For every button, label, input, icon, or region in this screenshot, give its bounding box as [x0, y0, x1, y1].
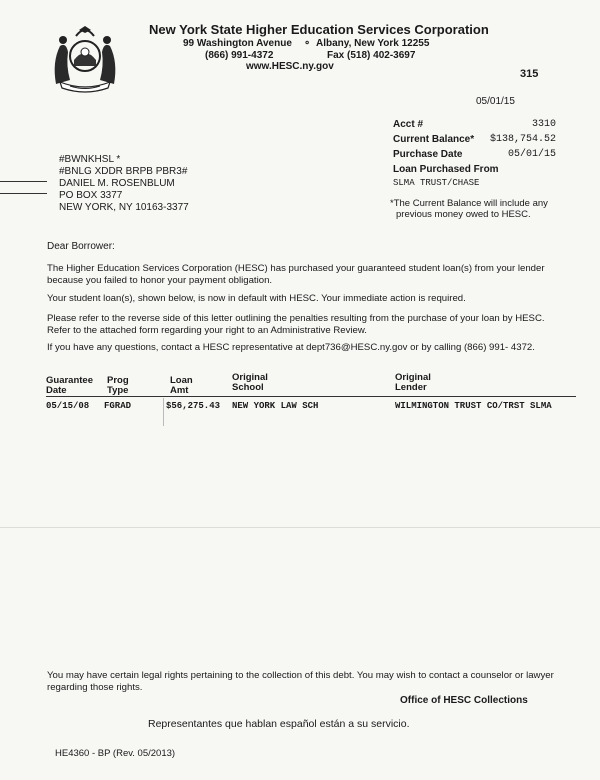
- org-name: New York State Higher Education Services Corporation: [149, 22, 489, 37]
- header-guarantee-date: Guarantee Date: [46, 375, 93, 396]
- balance-note-line2: previous money owed to HESC.: [396, 209, 531, 220]
- recipient-line2: #BNLG XDDR BRPB PBR3#: [59, 166, 188, 177]
- spanish-service-note: Representantes que hablan español están a su servicio.: [148, 718, 410, 730]
- salutation: Dear Borrower:: [47, 241, 115, 252]
- paragraph-purchase: The Higher Education Services Corporation (HESC) has purchased your guaranteed student loan(s) from your lender because you failed to honor your payment obligation.: [47, 263, 545, 286]
- header-prog-type: Prog Type: [107, 375, 129, 396]
- org-fax: Fax (518) 402-3697: [327, 50, 416, 61]
- paragraph-default: Your student loan(s), shown below, is now in default with HESC. Your immediate action is required.: [47, 293, 466, 304]
- org-website: www.HESC.ny.gov: [246, 61, 334, 72]
- acct-label: Acct #: [393, 119, 424, 130]
- letter-code: 315: [520, 68, 539, 80]
- row-original-lender: WILMINGTON TRUST CO/TRST SLMA: [395, 401, 552, 411]
- org-city: Albany, New York 12255: [316, 38, 430, 49]
- row-guarantee-date: 05/15/08: [46, 401, 90, 411]
- acct-value: 3310: [531, 119, 556, 130]
- row-loan-amt: $56,275.43: [166, 401, 221, 411]
- form-number: HE4360 - BP (Rev. 05/2013): [55, 748, 176, 759]
- org-phone: (866) 991-4372: [205, 50, 274, 61]
- legal-rights-notice: You may have certain legal rights pertaining to the collection of this debt. You may wish to contact a counselor or lawyer regarding those rights.: [47, 670, 554, 693]
- loan-from-label: Loan Purchased From: [393, 164, 499, 175]
- recipient-name: DANIEL M. ROSENBLUM: [59, 178, 175, 189]
- paragraph-contact: If you have any questions, contact a HESC representative at dept736@HESC.ny.gov or by calling (866) 991- 4372.: [47, 342, 535, 353]
- ny-state-seal-icon: [46, 22, 124, 94]
- window-guide-line-2: [0, 193, 47, 194]
- header-original-school: Original School: [232, 372, 268, 393]
- balance-label: Current Balance*: [393, 134, 475, 145]
- recipient-box: PO BOX 3377: [59, 190, 123, 201]
- paragraph-reverse-side: Please refer to the reverse side of this letter outlining the penalties resulting from the purchase of your loan by HESC. Refer to the attached form regarding your right to an Administrative Review.: [47, 313, 545, 336]
- table-column-divider: [163, 398, 164, 426]
- purchase-date-value: 05/01/15: [507, 149, 556, 160]
- org-address: 99 Washington Avenue: [183, 38, 292, 49]
- header-original-lender: Original Lender: [395, 372, 431, 393]
- purchase-date-label: Purchase Date: [393, 149, 463, 160]
- balance-value: $138,754.52: [489, 134, 556, 145]
- row-prog-type: FGRAD: [104, 401, 132, 411]
- recipient-line1: #BWNKHSL *: [59, 154, 121, 165]
- window-guide-line-1: [0, 181, 47, 182]
- balance-note-line1: *The Current Balance will include any: [390, 198, 548, 209]
- paper-fold-line: [0, 527, 600, 528]
- office-signature: Office of HESC Collections: [400, 695, 528, 706]
- header-loan-amt: Loan Amt: [170, 375, 193, 396]
- table-header-rule: [46, 396, 576, 397]
- loan-from-value: SLMA TRUST/CHASE: [393, 178, 480, 188]
- address-separator: ∘: [304, 38, 311, 49]
- recipient-city: NEW YORK, NY 10163-3377: [59, 202, 189, 213]
- letter-date: 05/01/15: [476, 96, 515, 107]
- row-original-school: NEW YORK LAW SCH: [232, 401, 319, 411]
